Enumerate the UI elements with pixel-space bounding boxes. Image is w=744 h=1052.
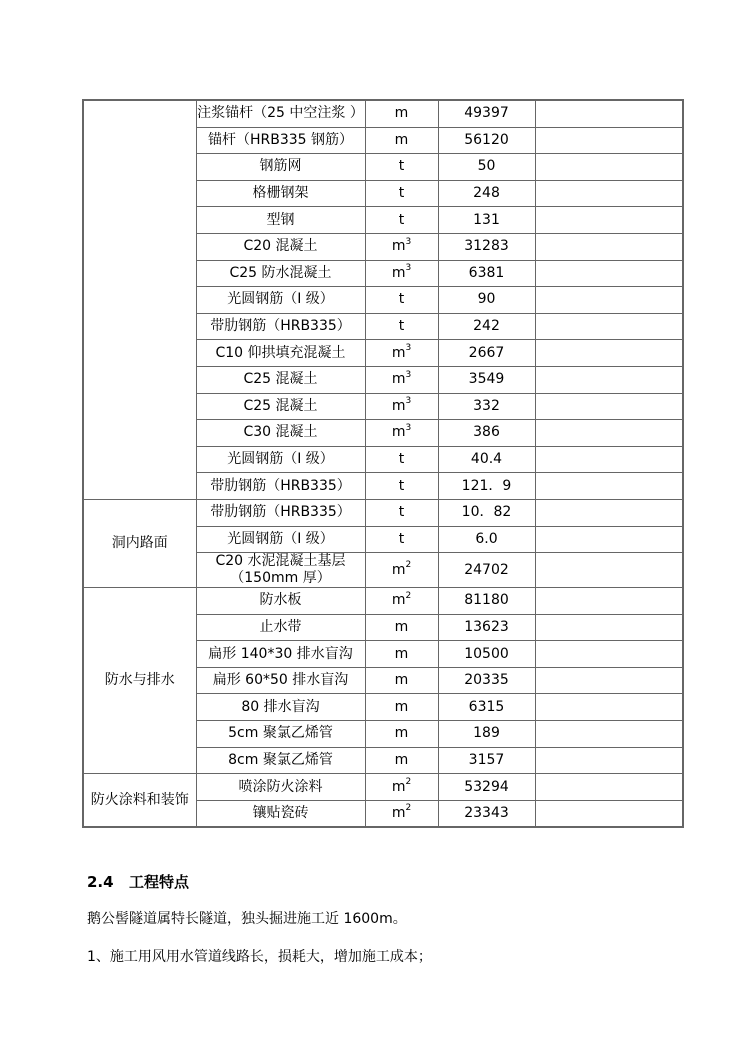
note-cell xyxy=(535,526,683,553)
note-cell xyxy=(535,366,683,393)
item-cell xyxy=(196,774,365,801)
item-cell xyxy=(196,667,365,694)
unit-cell xyxy=(365,473,438,500)
unit-cell xyxy=(365,694,438,721)
item-name: 80 排水盲沟 xyxy=(241,698,320,715)
note-cell xyxy=(535,499,683,526)
quantity-cell: 3157 xyxy=(438,747,535,774)
item-name: C20 混凝土 xyxy=(243,238,318,255)
note-cell xyxy=(535,207,683,234)
unit-superscript: 3 xyxy=(405,236,412,247)
unit-superscript: 3 xyxy=(405,422,412,433)
unit-cell xyxy=(365,446,438,473)
item-name: 止水带 xyxy=(259,618,302,635)
quantity-cell: 24702 xyxy=(438,553,535,588)
item-cell xyxy=(196,553,365,588)
unit-superscript: 2 xyxy=(405,559,412,570)
quantity-table xyxy=(82,99,684,828)
quantity-cell: 49397 xyxy=(438,100,535,127)
item-cell xyxy=(196,260,365,287)
item-cell xyxy=(196,446,365,473)
item-cell xyxy=(196,233,365,260)
item-name: 带肋钢筋（HRB335） xyxy=(210,477,351,494)
unit-text: m xyxy=(391,424,406,441)
item-cell xyxy=(196,207,365,234)
category-cell: 防火涂料和装饰 xyxy=(83,774,196,828)
item-name: 镶贴瓷砖 xyxy=(252,805,309,822)
note-cell xyxy=(535,233,683,260)
item-cell xyxy=(196,588,365,615)
unit-text: m xyxy=(391,561,406,578)
unit-text: m xyxy=(394,672,409,689)
item-name: 扁形 140*30 排水盲沟 xyxy=(208,645,353,662)
note-cell xyxy=(535,180,683,207)
item-name: 光圆钢筋（I 级） xyxy=(227,291,334,308)
item-name: 8cm 聚氯乙烯管 xyxy=(228,751,333,768)
note-cell xyxy=(535,154,683,181)
unit-cell xyxy=(365,747,438,774)
unit-superscript: 3 xyxy=(405,396,412,407)
unit-cell xyxy=(365,313,438,340)
note-cell xyxy=(535,260,683,287)
item-cell xyxy=(196,641,365,668)
unit-text: t xyxy=(398,530,405,547)
item-name: 防水板 xyxy=(259,592,302,609)
unit-superscript: 3 xyxy=(405,342,412,353)
unit-cell xyxy=(365,366,438,393)
quantity-cell: 20335 xyxy=(438,667,535,694)
unit-cell xyxy=(365,420,438,447)
unit-text: t xyxy=(398,451,405,468)
note-cell xyxy=(535,641,683,668)
quantity-cell: 6.0 xyxy=(438,526,535,553)
unit-cell xyxy=(365,260,438,287)
note-cell xyxy=(535,313,683,340)
note-cell xyxy=(535,446,683,473)
unit-text: t xyxy=(398,158,405,175)
item-name: 光圆钢筋（I 级） xyxy=(227,530,334,547)
item-name: C25 防水混凝土 xyxy=(229,264,332,281)
unit-cell xyxy=(365,127,438,154)
item-name: 格栅钢架 xyxy=(252,185,309,202)
quantity-cell: 131 xyxy=(438,207,535,234)
item-name: 带肋钢筋（HRB335） xyxy=(210,504,351,521)
unit-cell xyxy=(365,588,438,615)
note-cell xyxy=(535,287,683,314)
quantity-cell: 6381 xyxy=(438,260,535,287)
unit-superscript: 3 xyxy=(405,369,412,380)
unit-superscript: 3 xyxy=(405,263,412,274)
item-cell xyxy=(196,499,365,526)
item-name: 5cm 聚氯乙烯管 xyxy=(228,725,333,742)
unit-text: m xyxy=(391,344,406,361)
table-row xyxy=(83,588,683,615)
unit-cell xyxy=(365,800,438,827)
quantity-cell: 189 xyxy=(438,721,535,748)
unit-cell xyxy=(365,233,438,260)
unit-cell xyxy=(365,207,438,234)
item-name: 型钢 xyxy=(266,211,295,228)
item-cell xyxy=(196,393,365,420)
unit-text: t xyxy=(398,318,405,335)
unit-cell xyxy=(365,340,438,367)
unit-text: t xyxy=(398,291,405,308)
quantity-cell: 6315 xyxy=(438,694,535,721)
quantity-cell: 2667 xyxy=(438,340,535,367)
note-cell xyxy=(535,614,683,641)
unit-text: m xyxy=(394,725,409,742)
table-row xyxy=(83,100,683,127)
item-cell xyxy=(196,127,365,154)
section-title: 工程特点 xyxy=(129,873,190,891)
item-cell xyxy=(196,313,365,340)
paragraph-2: 1、施工用风用水管道线路长，损耗大，增加施工成本； xyxy=(87,949,432,965)
note-cell xyxy=(535,588,683,615)
item-name: C20 水泥混凝土基层 xyxy=(215,553,346,570)
note-cell xyxy=(535,100,683,127)
category-cell: 洞内路面 xyxy=(83,499,196,587)
paragraph-1: 鹅公髻隧道属特长隧道，独头掘进施工近 1600m。 xyxy=(87,911,407,927)
category-cell: 防水与排水 xyxy=(83,588,196,774)
unit-superscript: 2 xyxy=(405,803,412,814)
item-cell xyxy=(196,721,365,748)
item-cell xyxy=(196,340,365,367)
item-name: C25 混凝土 xyxy=(243,397,318,414)
item-cell xyxy=(196,154,365,181)
unit-cell xyxy=(365,393,438,420)
quantity-cell: 50 xyxy=(438,154,535,181)
quantity-cell: 332 xyxy=(438,393,535,420)
quantity-cell: 242 xyxy=(438,313,535,340)
unit-superscript: 2 xyxy=(405,776,412,787)
note-cell xyxy=(535,721,683,748)
unit-cell xyxy=(365,614,438,641)
quantity-cell: 248 xyxy=(438,180,535,207)
item-name: 注浆锚杆（25 中空注浆 ） xyxy=(197,105,364,122)
item-cell xyxy=(196,287,365,314)
item-cell xyxy=(196,694,365,721)
quantity-cell: 23343 xyxy=(438,800,535,827)
item-cell xyxy=(196,747,365,774)
table-row xyxy=(83,774,683,801)
section-heading xyxy=(87,871,189,892)
note-cell xyxy=(535,774,683,801)
quantity-cell: 40.4 xyxy=(438,446,535,473)
item-name-line2: （150mm 厚） xyxy=(230,570,331,587)
unit-cell xyxy=(365,667,438,694)
quantity-cell: 3549 xyxy=(438,366,535,393)
unit-text: m xyxy=(394,105,409,122)
item-name: 锚杆（HRB335 钢筋） xyxy=(207,131,354,148)
note-cell xyxy=(535,127,683,154)
item-cell xyxy=(196,420,365,447)
note-cell xyxy=(535,553,683,588)
quantity-cell: 90 xyxy=(438,287,535,314)
unit-text: m xyxy=(391,397,406,414)
unit-superscript: 2 xyxy=(405,590,412,601)
unit-cell xyxy=(365,499,438,526)
unit-text: t xyxy=(398,504,405,521)
unit-text: t xyxy=(398,477,405,494)
quantity-cell: 13623 xyxy=(438,614,535,641)
item-name: C25 混凝土 xyxy=(243,371,318,388)
unit-text: m xyxy=(394,131,409,148)
note-cell xyxy=(535,393,683,420)
item-cell xyxy=(196,526,365,553)
quantity-cell: 386 xyxy=(438,420,535,447)
unit-text: m xyxy=(391,238,406,255)
item-name: 带肋钢筋（HRB335） xyxy=(210,318,351,335)
unit-cell xyxy=(365,774,438,801)
note-cell xyxy=(535,747,683,774)
note-cell xyxy=(535,340,683,367)
unit-cell xyxy=(365,526,438,553)
item-name: 光圆钢筋（I 级） xyxy=(227,451,334,468)
quantity-cell: 121．9 xyxy=(438,473,535,500)
item-name: C30 混凝土 xyxy=(243,424,318,441)
unit-cell xyxy=(365,154,438,181)
unit-cell xyxy=(365,641,438,668)
unit-cell xyxy=(365,100,438,127)
unit-text: t xyxy=(398,211,405,228)
category-cell xyxy=(83,100,196,499)
quantity-cell: 81180 xyxy=(438,588,535,615)
unit-text: m xyxy=(391,778,406,795)
item-cell xyxy=(196,100,365,127)
quantity-table-body xyxy=(83,100,683,827)
unit-text: m xyxy=(394,698,409,715)
quantity-cell: 10．82 xyxy=(438,499,535,526)
item-cell xyxy=(196,614,365,641)
unit-text: m xyxy=(394,645,409,662)
quantity-cell: 56120 xyxy=(438,127,535,154)
note-cell xyxy=(535,694,683,721)
item-name: 钢筋网 xyxy=(259,158,302,175)
quantity-cell: 10500 xyxy=(438,641,535,668)
quantity-cell: 53294 xyxy=(438,774,535,801)
item-cell xyxy=(196,473,365,500)
unit-cell xyxy=(365,721,438,748)
item-cell xyxy=(196,180,365,207)
unit-text: t xyxy=(398,185,405,202)
item-name: 喷涂防火涂料 xyxy=(238,778,323,795)
section-number: 2.4 xyxy=(87,873,114,891)
unit-text: m xyxy=(391,592,406,609)
note-cell xyxy=(535,800,683,827)
item-cell xyxy=(196,366,365,393)
item-cell xyxy=(196,800,365,827)
table-row xyxy=(83,499,683,526)
unit-text: m xyxy=(394,751,409,768)
unit-cell xyxy=(365,553,438,588)
note-cell xyxy=(535,667,683,694)
unit-cell xyxy=(365,180,438,207)
note-cell xyxy=(535,473,683,500)
item-name: 扁形 60*50 排水盲沟 xyxy=(212,672,349,689)
quantity-cell: 31283 xyxy=(438,233,535,260)
unit-text: m xyxy=(391,371,406,388)
unit-cell xyxy=(365,287,438,314)
unit-text: m xyxy=(391,805,406,822)
note-cell xyxy=(535,420,683,447)
item-name: C10 仰拱填充混凝土 xyxy=(215,344,346,361)
unit-text: m xyxy=(391,264,406,281)
unit-text: m xyxy=(394,618,409,635)
